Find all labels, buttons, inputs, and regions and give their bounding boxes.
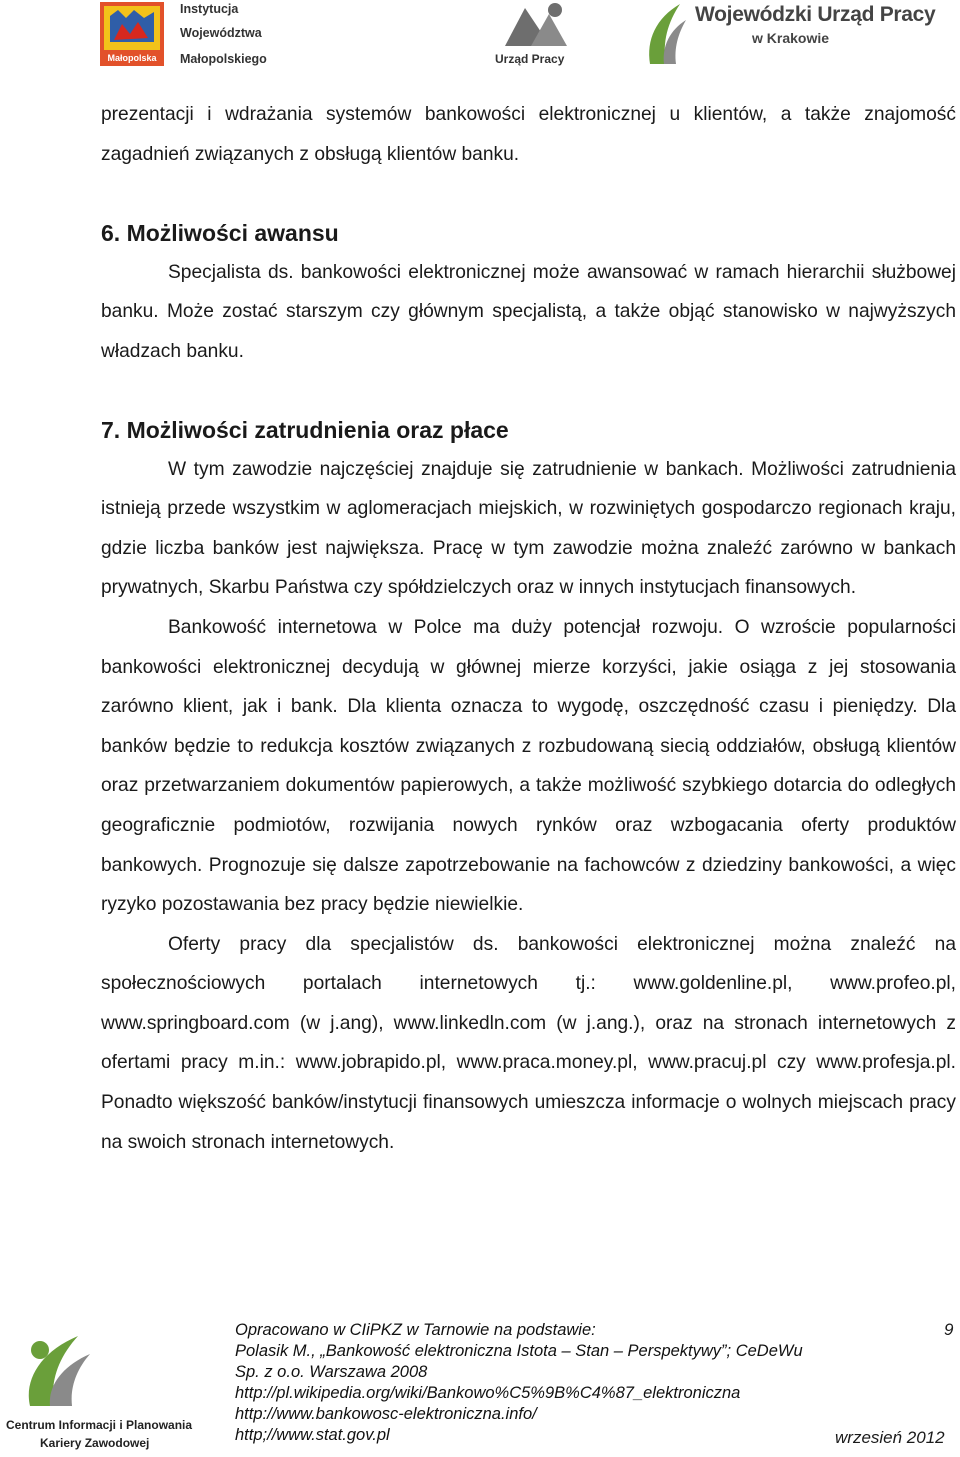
section-7-heading: 7. Możliwości zatrudnienia oraz płace: [101, 416, 509, 443]
wup-swoosh-icon: [640, 0, 690, 70]
ciipkz-line1: Centrum Informacji i Planowania: [6, 1418, 193, 1432]
document-body: [101, 95, 956, 1162]
wup-logo: [640, 0, 960, 72]
badge-caption: Małopolska: [107, 53, 157, 63]
section-6-paragraph: Specjalista ds. bankowości elektronicznej może awansować w ramach hierarchii służbowej banku. Może zostać starszym czy głównym specjalistą, a także objąć stanowisko w najwyższych władzach banku.: [101, 261, 956, 362]
source-line: Sp. z o.o. Warszawa 2008: [235, 1363, 428, 1381]
malopolska-logo: [100, 0, 280, 72]
source-link[interactable]: http://www.bankowosc-elektroniczna.info/: [235, 1405, 537, 1423]
page-number: 9: [944, 1320, 954, 1339]
source-link[interactable]: http;//www.stat.gov.pl: [235, 1426, 390, 1444]
malopolska-line1: Instytucja: [180, 2, 239, 16]
urzad-pracy-icon: [495, 0, 585, 52]
wup-subtitle: w Krakowie: [752, 30, 830, 46]
urzad-pracy-label: Urząd Pracy: [495, 52, 565, 66]
ciipkz-logo: [0, 1330, 200, 1457]
spacer: [101, 174, 956, 214]
section-7-paragraph-3: Oferty pracy dla specjalistów ds. bankowości elektronicznej można znaleźć na społecznościowych portalach internetowych tj.: www.goldenline.pl, www.profeo.pl, www.springboard.com (w j.ang), www.linkedln.com (w j.ang.), oraz na stronach internetowych z ofertami pracy m.in.: www.jobrapido.pl, www.praca.money.pl, www.pracuj.pl czy www.profesja.pl. Ponadto większość banków/instytucji finansowych umieszcza informacje o wolnych miejscach pracy na swoich stronach internetowych.: [101, 933, 956, 1153]
source-line: Opracowano w CIiPKZ w Tarnowie na podstawie:: [235, 1321, 596, 1339]
page-header: [0, 0, 960, 75]
malopolska-line2: Województwa: [180, 26, 262, 40]
wup-title: Wojewódzki Urząd Pracy: [695, 3, 936, 26]
malopolska-badge-icon: [100, 2, 164, 66]
section-6-heading: 6. Możliwości awansu: [101, 219, 339, 246]
source-line: Polasik M., „Bankowość elektroniczna Istota – Stan – Perspektywy”; CeDeWu: [235, 1342, 803, 1360]
intro-paragraph: prezentacji i wdrażania systemów bankowości elektronicznej u klientów, a także znajomość zagadnień związanych z obsługą klientów banku.: [101, 104, 956, 165]
malopolska-line3: Małopolskiego: [180, 52, 267, 66]
ciipkz-swoosh-icon: [10, 1330, 130, 1410]
footer-date: wrzesień 2012: [835, 1428, 945, 1447]
section-7-paragraph-2: Bankowość internetowa w Polce ma duży potencjał rozwoju. O wzroście popularności bankowości elektronicznej decydują w głównej mierze korzyści, jakie osiąga z jej stosowania zarówno klient, jak i bank. Dla klienta oznacza to wygodę, oszczędność czasu i pieniędzy. Dla banków będzie to redukcja kosztów związanych z rozbudowaną siecią oddziałów, obsługą klientów oraz przetwarzaniem dokumentów papierowych, a także możliwość szybkiego dotarcia do odległych geograficznie podmiotów, rozwijania nowych rynków oraz wzbogacania oferty produktów bankowych. Prognozuje się dalsze zapotrzebowanie na fachowców z dziedziny bankowości, a więc ryzyko pozostawania bez pracy będzie niewielkie.: [101, 616, 956, 916]
source-link[interactable]: http://pl.wikipedia.org/wiki/Bankowo%C5%9B%C4%87_elektroniczna: [235, 1384, 741, 1402]
urzad-pracy-logo: [495, 0, 585, 72]
section-7-paragraph-1: W tym zawodzie najczęściej znajduje się zatrudnienie w bankach. Możliwości zatrudnienia istnieją przede wszystkim w aglomeracjach miejskich, w rozwiniętych gospodarczo regionach kraju, gdzie liczba banków jest największa. Pracę w tym zawodzie można znaleźć zarówno w bankach prywatnych, Skarbu Państwa czy spółdzielczych oraz w innych instytucjach finansowych.: [101, 458, 956, 599]
ciipkz-line2: Kariery Zawodowej: [40, 1436, 150, 1450]
